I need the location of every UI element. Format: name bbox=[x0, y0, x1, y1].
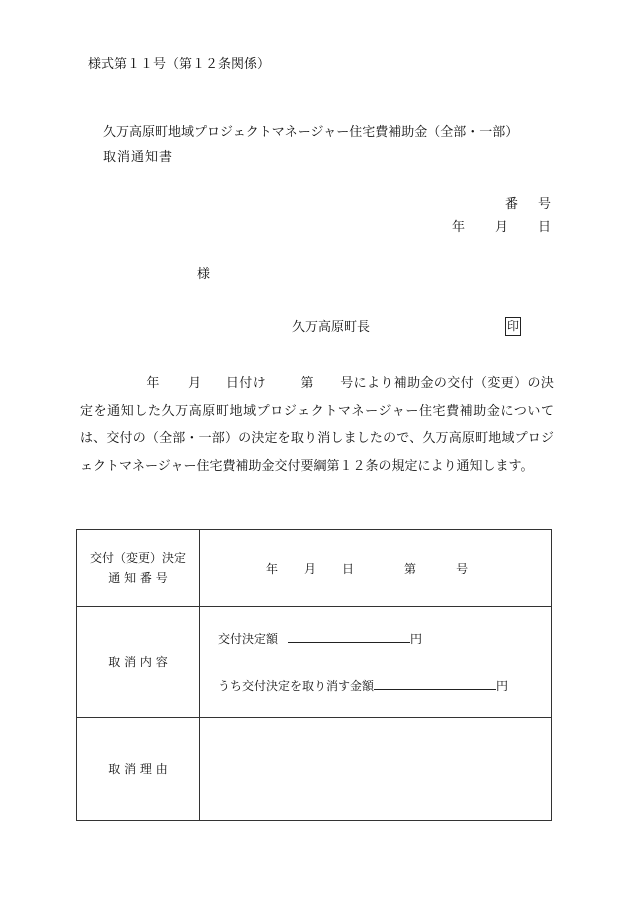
reference-date bbox=[452, 221, 551, 234]
cancelled-amount-blank bbox=[374, 676, 496, 690]
decided-amount-unit: 円 bbox=[410, 631, 423, 646]
body-date-suffix: 日付け bbox=[225, 376, 267, 391]
decision-number-label-line2: 通 知 番 号 bbox=[108, 571, 168, 585]
decision-month: 月 bbox=[304, 561, 317, 576]
cancellation-content-label: 取 消 内 容 bbox=[77, 607, 200, 718]
reference-number-label-1: 番 bbox=[504, 197, 518, 212]
cancelled-amount-unit: 円 bbox=[496, 678, 509, 693]
decision-number-prefix: 第 bbox=[404, 561, 417, 576]
decision-number-value bbox=[200, 530, 552, 607]
table-row bbox=[77, 718, 552, 821]
addressee-honorific: 様 bbox=[197, 267, 211, 282]
body-year: 年 bbox=[146, 376, 160, 391]
decision-year: 年 bbox=[266, 561, 279, 576]
reference-month: 月 bbox=[494, 220, 508, 235]
issuer-name: 久万高原町長 bbox=[292, 320, 371, 335]
cancellation-reason-value bbox=[200, 718, 552, 821]
table-row bbox=[77, 607, 552, 718]
seal-mark: 印 bbox=[505, 317, 521, 336]
body-month: 月 bbox=[187, 376, 202, 391]
decision-number-label bbox=[77, 530, 200, 607]
body-number-prefix: 第 bbox=[300, 376, 314, 391]
cancellation-reason-label: 取 消 理 由 bbox=[77, 718, 200, 821]
decision-day: 日 bbox=[342, 561, 355, 576]
form-number: 様式第１１号（第１２条関係） bbox=[88, 57, 271, 72]
document-title: 久万高原町地域プロジェクトマネージャー住宅費補助金（全部・一部） bbox=[103, 125, 519, 140]
cancelled-amount-label: うち交付決定を取り消す金額 bbox=[218, 678, 375, 693]
decision-number-label-line1: 交付（変更）決定 bbox=[89, 551, 186, 565]
reference-number bbox=[505, 198, 551, 211]
reference-number-label-2: 号 bbox=[537, 197, 551, 212]
notice-body bbox=[80, 370, 554, 480]
cancellation-content-value bbox=[200, 607, 552, 718]
table-row bbox=[77, 530, 552, 607]
decision-number-suffix: 号 bbox=[456, 561, 469, 576]
reference-year: 年 bbox=[451, 220, 465, 235]
decided-amount-blank bbox=[288, 629, 410, 643]
notice-details-table bbox=[76, 529, 552, 821]
document-subtitle: 取消通知書 bbox=[103, 150, 174, 165]
body-text: 号により補助金の交付（変更）の決定を通知した久万高原町地域プロジェクトマネージャー住宅費補助金については、交付の（全部・一部）の決定を取り消しましたので、久万高原町地域プロジェクトマネージャー住宅費補助金交付要綱第１２条の規定により通知します。 bbox=[80, 376, 554, 474]
reference-day: 日 bbox=[537, 220, 551, 235]
decided-amount-label: 交付決定額 bbox=[218, 631, 279, 646]
